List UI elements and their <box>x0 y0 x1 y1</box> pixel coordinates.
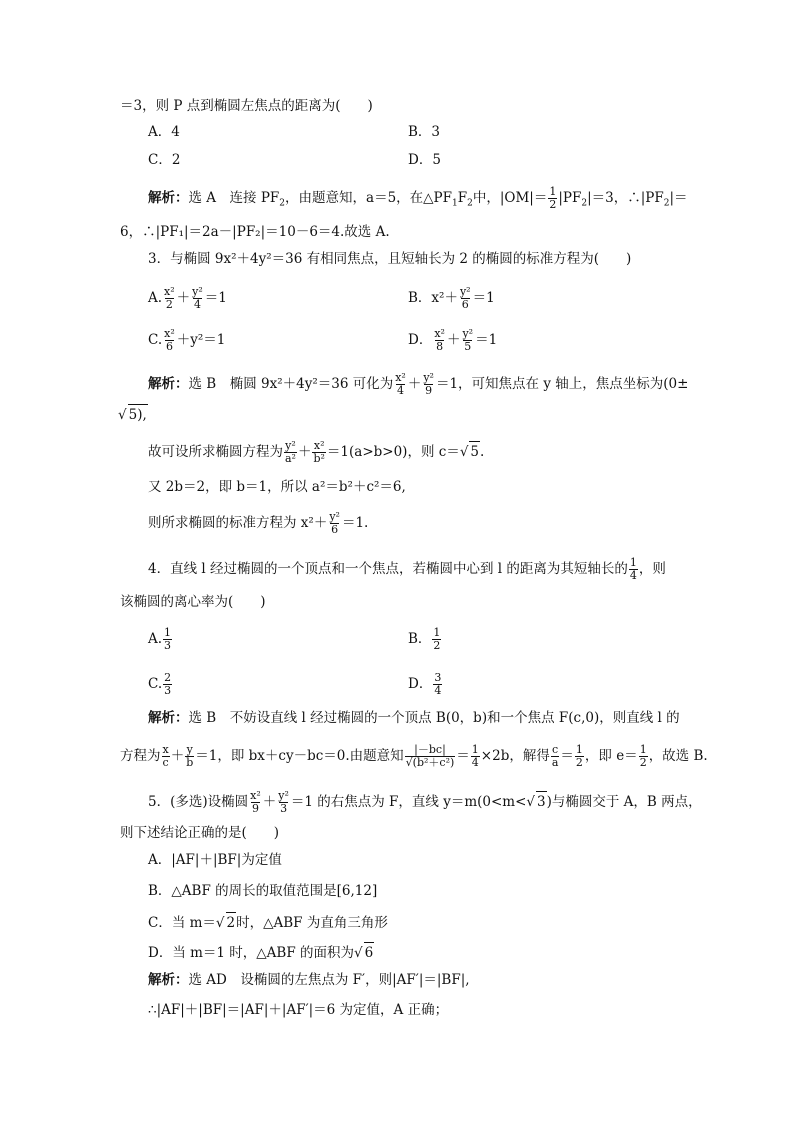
q5-solution-line2: ∴|AF|＋|BF|＝|AF|＋|AF′|＝6 为定值，A 正确； <box>148 1002 449 1018</box>
q4-stem-line2: 该椭圆的离心率为( ) <box>120 594 266 610</box>
q3-option-b: B．x²＋ $\frac{\text{y²}}{6}$ ＝1 <box>408 285 495 311</box>
q4-stem-line1: 4．直线 l 经过椭圆的一个顶点和一个焦点，若椭圆中心到 l 的距离为其短轴长的 $\frac{1}{4}$ ，则 <box>148 556 666 582</box>
q2-solution-line2: 6，∴|PF₁|＝2a－|PF₂|＝10－6＝4.故选 A. <box>120 224 390 240</box>
q4-option-a: A. $\frac{1}{3}$ <box>148 626 172 652</box>
q4-option-d: D． $\frac{3}{4}$ <box>408 671 442 697</box>
q4-option-b: B． $\frac{1}{2}$ <box>408 626 441 652</box>
q2-option-d: D．5 <box>408 152 441 168</box>
q3-solution-line2: √ 5), <box>118 404 148 425</box>
q5-option-d: D．当 m＝1 时，△ABF 的面积为√ 6 <box>148 942 374 963</box>
q3-solution-line3: 故可设所求椭圆方程为 $\frac{\text{y²}}{\text{a²}}$ ＋ $\frac{\text{x²}}{\text{b²}}$ ＝1(a>b>0)，则 c＝√ 5. <box>148 439 485 465</box>
q3-option-c: C. $\frac{\text{x²}}{6}$ ＋y²＝1 <box>148 327 226 353</box>
q2-option-a: A．4 <box>148 124 180 140</box>
q3-option-a: A. $\frac{\text{x²}}{2}$ ＋ $\frac{\text{y²}}{4}$ ＝1 <box>148 285 227 311</box>
q5-option-a: A．|AF|＋|BF|为定值 <box>148 852 282 868</box>
q2-option-b: B．3 <box>408 124 441 140</box>
q5-option-c: C．当 m＝√ 2时，△ABF 为直角三角形 <box>148 912 388 933</box>
q5-solution-line1: 解析：选 AD 设椭圆的左焦点为 F′，则|AF′|＝|BF|, <box>148 972 470 988</box>
q2-option-c: C．2 <box>148 152 181 168</box>
q3-solution-line5: 则所求椭圆的标准方程为 x²＋ $\frac{\text{y²}}{6}$ ＝1. <box>148 510 369 536</box>
q2-solution-line1: 解析：选 A 连接 $PF_2$，由题意知，a＝5，在$\triangle PF_1F_2$中，|OM|＝ $\frac{1}{2}$ $|PF_2|=3$，$\therefore|PF_2|=$ <box>148 185 688 211</box>
q4-solution-line1: 解析：选 B 不妨设直线 l 经过椭圆的一个顶点 B(0，b)和一个焦点 F(c,0)，则直线 l 的 <box>148 710 680 726</box>
q3-option-d: D． $\frac{\text{x²}}{8}$ ＋ $\frac{\text{y²}}{5}$ ＝1 <box>408 327 498 353</box>
q3-solution-line4: 又 2b＝2，即 b＝1，所以 a²＝b²＋c²＝6, <box>148 479 406 495</box>
q3-stem: 3．与椭圆 9x²＋4y²＝36 有相同焦点，且短轴长为 2 的椭圆的标准方程为( ) <box>148 251 632 267</box>
q2-stem: ＝3，则 P 点到椭圆左焦点的距离为( ) <box>120 98 373 114</box>
q5-stem-line2: 则下述结论正确的是( ) <box>120 825 280 841</box>
q5-stem-line1: 5．(多选)设椭圆 $\frac{\text{x²}}{9}$ ＋ $\frac{\text{y²}}{3}$ ＝1 的右焦点为 F，直线 y＝m(0<m<√ 3)与椭圆交于 A，B 两点， <box>148 789 702 815</box>
q4-solution-line2: 方程为 $\frac{x}{c}$ ＋ $\frac{y}{b}$ ＝1，即 bx＋cy－bc＝0.由题意知 $\frac{|-bc|}{\text{√(b²＋c²)}}$ ＝ $\frac{1}{4}$ ×2b，解得 $\frac{c}{a}$ ＝ $\frac{1}{2}$ ，即 e＝ $\frac{1}{2}$ ，故选 B. <box>120 743 708 769</box>
q3-solution-line1: 解析：选 B 椭圆 9x²＋4y²＝36 可化为 $\frac{\text{x²}}{4}$ ＋ $\frac{\text{y²}}{9}$ ＝1，可知焦点在 y 轴上，焦点坐标为(0± <box>148 371 689 397</box>
q5-option-b: B．△ABF 的周长的取值范围是[6,12] <box>148 883 378 899</box>
q4-option-c: C. $\frac{2}{3}$ <box>148 671 172 697</box>
